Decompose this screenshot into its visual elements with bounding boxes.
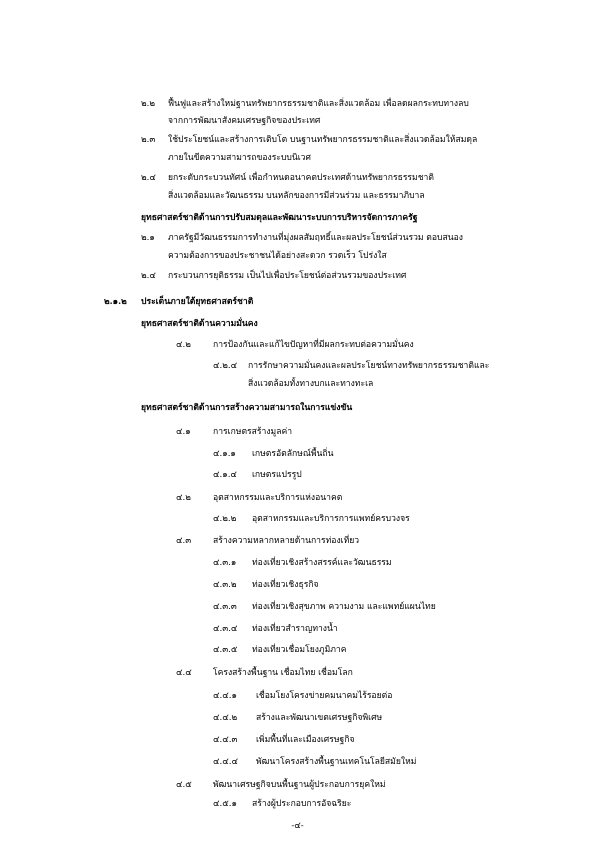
- item-text: ฟื้นฟูและสร้างใหม่ฐานทรัพยากรธรรมชาติและสิ่งแวดล้อม เพื่อลดผลกระทบทางลบ: [168, 99, 469, 109]
- section-title: ประเด็นภายใต้ยุทธศาสตร์ชาติ: [141, 297, 254, 307]
- subitem-number: ๔.๕.๑: [213, 799, 237, 809]
- subitem-text: อุตสาหกรรมและบริการการแพทย์ครบวงจร: [252, 514, 410, 524]
- subitem-text: เกษตรแปรรูป: [252, 470, 302, 480]
- item-number: ๔.๓: [176, 536, 192, 546]
- page-number: -๔-: [291, 821, 304, 831]
- item-text-cont: ภายในขีดความสามารถของระบบนิเวศ: [168, 153, 311, 163]
- strategy-heading: ยุทธศาสตร์ชาติด้านการปรับสมดุลและพัฒนาระบบการบริหารจัดการภาครัฐ: [141, 213, 418, 223]
- item-number: ๔.๒: [176, 340, 191, 350]
- section-number: ๒.๑.๒: [104, 297, 127, 307]
- subitem-number: ๔.๒.๒: [213, 514, 237, 524]
- strategy-heading: ยุทธศาสตร์ชาติด้านการสร้างความสามารถในการแข่งขัน: [141, 403, 353, 413]
- subitem-text: สร้างและพัฒนาเขตเศรษฐกิจพิเศษ: [256, 713, 383, 723]
- item-text: อุตสาหกรรมและบริการแห่งอนาคต: [213, 493, 343, 503]
- subitem-text: ท่องเที่ยวเชิงธุรกิจ: [252, 580, 319, 590]
- item-text: ภาครัฐมีวัฒนธรรมการทำงานที่มุ่งผลสัมฤทธิ์และผลประโยชน์ส่วนรวม ตอบสนอง: [168, 233, 463, 243]
- subitem-number: ๔.๓.๒: [213, 580, 237, 590]
- subitem-number: ๔.๓.๓: [213, 602, 237, 612]
- subitem-text: สร้างผู้ประกอบการอัจฉริยะ: [252, 799, 352, 809]
- item-text: ยกระดับกระบวนทัศน์ เพื่อกำหนดอนาคตประเทศด้านทรัพยากรธรรมชาติ: [168, 173, 434, 183]
- subitem-number: ๔.๓.๔: [213, 624, 238, 634]
- item-text: โครงสร้างพื้นฐาน เชื่อมไทย เชื่อมโลก: [213, 668, 353, 678]
- subitem-text: ท่องเที่ยวเชื่อมโยงภูมิภาค: [252, 645, 347, 655]
- subitem-text: พัฒนาโครงสร้างพื้นฐานเทคโนโลยีสมัยใหม่: [256, 757, 417, 767]
- item-text: ใช้ประโยชน์และสร้างการเติบโต บนฐานทรัพยากรธรรมชาติและสิ่งแวดล้อมให้สมดุล: [168, 135, 478, 145]
- item-text: พัฒนาเศรษฐกิจบนพื้นฐานผู้ประกอบการยุคใหม่: [213, 780, 386, 790]
- subitem-text: ท่องเที่ยวเชิงสุขภาพ ความงาม และแพทย์แผนไทย: [252, 602, 436, 612]
- item-number: ๒.๔: [141, 173, 156, 183]
- subitem-number: ๔.๒.๔: [213, 361, 238, 371]
- item-text: กระบวนการยุติธรรม เป็นไปเพื่อประโยชน์ต่อส่วนรวมของประเทศ: [168, 271, 407, 281]
- subitem-text: เพิ่มพื้นที่และเมืองเศรษฐกิจ: [256, 735, 355, 745]
- item-text: การเกษตรสร้างมูลค่า: [213, 427, 293, 437]
- item-number: ๒.๒: [141, 99, 156, 109]
- item-text-cont: จากการพัฒนาสังคมเศรษฐกิจของประเทศ: [168, 116, 321, 126]
- subitem-number: ๔.๔.๒: [213, 713, 238, 723]
- item-number: ๒.๔: [141, 271, 156, 281]
- subitem-text: ท่องเที่ยวเชิงสร้างสรรค์และวัฒนธรรม: [252, 558, 392, 568]
- subitem-text-cont: สิ่งแวดล้อมทั้งทางบกและทางทะเล: [248, 379, 374, 389]
- item-text-cont: สิ่งแวดล้อมและวัฒนธรรม บนหลักของการมีส่วนร่วม และธรรมาภิบาล: [168, 191, 425, 201]
- subitem-number: ๔.๔.๔: [213, 757, 238, 767]
- subitem-number: ๔.๓.๑: [213, 558, 237, 568]
- subitem-number: ๔.๓.๕: [213, 645, 238, 655]
- subitem-number: ๔.๑.๔: [213, 470, 237, 480]
- item-text: การป้องกันและแก้ไขปัญหาที่มีผลกระทบต่อความมั่นคง: [213, 340, 414, 350]
- subitem-text: ท่องเที่ยวสำราญทางน้ำ: [252, 624, 338, 634]
- subitem-number: ๔.๔.๓: [213, 735, 238, 745]
- subitem-number: ๔.๔.๑: [213, 691, 237, 701]
- subitem-text: เชื่อมโยงโครงข่ายคมนาคมไร้รอยต่อ: [256, 691, 393, 701]
- item-text: สร้างความหลากหลายด้านการท่องเที่ยว: [213, 536, 360, 546]
- subitem-text: เกษตรอัตลักษณ์พื้นถิ่น: [252, 449, 334, 459]
- subitem-number: ๔.๑.๑: [213, 449, 236, 459]
- item-number: ๔.๔: [176, 668, 192, 678]
- item-text-cont: ความต้องการของประชาชนได้อย่างสะดวก รวดเร็ว โปร่งใส: [168, 251, 387, 261]
- strategy-heading: ยุทธศาสตร์ชาติด้านความมั่นคง: [141, 319, 258, 329]
- item-number: ๔.๒: [176, 493, 191, 503]
- item-number: ๒.๑: [141, 233, 155, 243]
- item-number: ๔.๕: [176, 780, 192, 790]
- subitem-text: การรักษาความมั่นคงและผลประโยชน์ทางทรัพยากรธรรมชาติและ: [248, 361, 490, 371]
- item-number: ๒.๓: [141, 135, 156, 145]
- item-number: ๔.๑: [176, 427, 191, 437]
